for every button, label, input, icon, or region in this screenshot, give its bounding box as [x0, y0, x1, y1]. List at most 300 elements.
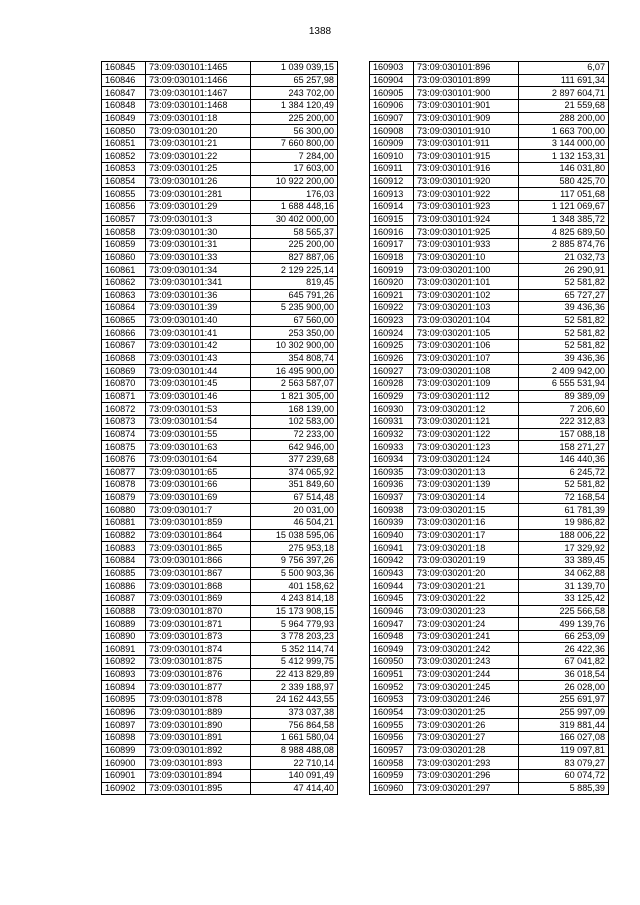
cadastral-value-cell: 5 352 114,74 — [251, 643, 338, 656]
table-row — [102, 87, 338, 100]
row-number-cell: 160895 — [102, 694, 146, 707]
row-number-cell: 160854 — [102, 175, 146, 188]
row-number-cell: 160885 — [102, 567, 146, 580]
cadastral-number-cell: 73:09:030101:868 — [146, 580, 251, 593]
register-table-left-body — [102, 62, 338, 795]
cadastral-number-cell: 73:09:030101:1465 — [146, 62, 251, 75]
cadastral-value-cell: 1 039 039,15 — [251, 62, 338, 75]
row-number-cell: 160868 — [102, 352, 146, 365]
cadastral-number-cell: 73:09:030101:890 — [146, 719, 251, 732]
row-number-cell: 160937 — [370, 491, 414, 504]
table-row — [370, 378, 609, 391]
cadastral-value-cell: 7 206,60 — [519, 403, 609, 416]
cadastral-number-cell: 73:09:030101:893 — [146, 757, 251, 770]
cadastral-number-cell: 73:09:030101:933 — [414, 238, 519, 251]
cadastral-value-cell: 4 243 814,18 — [251, 592, 338, 605]
cadastral-number-cell: 73:09:030201:297 — [414, 782, 519, 795]
cadastral-number-cell: 73:09:030101:25 — [146, 163, 251, 176]
cadastral-number-cell: 73:09:030101:859 — [146, 517, 251, 530]
cadastral-value-cell: 642 946,00 — [251, 441, 338, 454]
row-number-cell: 160954 — [370, 706, 414, 719]
row-number-cell: 160936 — [370, 479, 414, 492]
table-row — [370, 390, 609, 403]
row-number-cell: 160912 — [370, 175, 414, 188]
row-number-cell: 160846 — [102, 74, 146, 87]
row-number-cell: 160894 — [102, 681, 146, 694]
cadastral-number-cell: 73:09:030101:865 — [146, 542, 251, 555]
cadastral-number-cell: 73:09:030201:112 — [414, 390, 519, 403]
cadastral-number-cell: 73:09:030101:895 — [146, 782, 251, 795]
table-row — [370, 656, 609, 669]
cadastral-number-cell: 73:09:030201:26 — [414, 719, 519, 732]
cadastral-number-cell: 73:09:030101:889 — [146, 706, 251, 719]
cadastral-number-cell: 73:09:030101:42 — [146, 340, 251, 353]
table-row — [102, 517, 338, 530]
cadastral-number-cell: 73:09:030101:65 — [146, 466, 251, 479]
cadastral-value-cell: 166 027,08 — [519, 731, 609, 744]
row-number-cell: 160940 — [370, 529, 414, 542]
table-row — [102, 175, 338, 188]
cadastral-number-cell: 73:09:030101:874 — [146, 643, 251, 656]
table-row — [370, 201, 609, 214]
table-row — [102, 769, 338, 782]
table-row — [102, 302, 338, 315]
cadastral-value-cell: 26 290,91 — [519, 264, 609, 277]
row-number-cell: 160944 — [370, 580, 414, 593]
row-number-cell: 160956 — [370, 731, 414, 744]
cadastral-number-cell: 73:09:030101:910 — [414, 125, 519, 138]
cadastral-value-cell: 7 284,00 — [251, 150, 338, 163]
table-row — [102, 365, 338, 378]
cadastral-value-cell: 253 350,00 — [251, 327, 338, 340]
cadastral-value-cell: 255 997,09 — [519, 706, 609, 719]
cadastral-number-cell: 73:09:030201:109 — [414, 378, 519, 391]
row-number-cell: 160871 — [102, 390, 146, 403]
row-number-cell: 160877 — [102, 466, 146, 479]
cadastral-number-cell: 73:09:030201:24 — [414, 618, 519, 631]
cadastral-number-cell: 73:09:030101:40 — [146, 314, 251, 327]
cadastral-value-cell: 102 583,00 — [251, 415, 338, 428]
row-number-cell: 160852 — [102, 150, 146, 163]
table-row — [102, 289, 338, 302]
row-number-cell: 160952 — [370, 681, 414, 694]
cadastral-value-cell: 83 079,27 — [519, 757, 609, 770]
table-row — [370, 681, 609, 694]
row-number-cell: 160857 — [102, 213, 146, 226]
table-row — [102, 74, 338, 87]
cadastral-number-cell: 73:09:030101:63 — [146, 441, 251, 454]
row-number-cell: 160865 — [102, 314, 146, 327]
table-row — [370, 580, 609, 593]
cadastral-number-cell: 73:09:030101:901 — [414, 99, 519, 112]
row-number-cell: 160898 — [102, 731, 146, 744]
table-row — [370, 618, 609, 631]
table-row — [370, 188, 609, 201]
row-number-cell: 160855 — [102, 188, 146, 201]
row-number-cell: 160959 — [370, 769, 414, 782]
cadastral-number-cell: 73:09:030101:920 — [414, 175, 519, 188]
table-row — [102, 403, 338, 416]
table-row — [102, 605, 338, 618]
table-row — [370, 74, 609, 87]
cadastral-number-cell: 73:09:030101:43 — [146, 352, 251, 365]
row-number-cell: 160859 — [102, 238, 146, 251]
table-row — [102, 744, 338, 757]
table-row — [102, 529, 338, 542]
cadastral-value-cell: 30 402 000,00 — [251, 213, 338, 226]
cadastral-number-cell: 73:09:030101:915 — [414, 150, 519, 163]
row-number-cell: 160932 — [370, 428, 414, 441]
register-table-right-body — [370, 62, 609, 795]
cadastral-value-cell: 188 006,22 — [519, 529, 609, 542]
table-row — [102, 428, 338, 441]
table-row — [370, 744, 609, 757]
cadastral-number-cell: 73:09:030201:102 — [414, 289, 519, 302]
row-number-cell: 160905 — [370, 87, 414, 100]
table-row — [102, 731, 338, 744]
cadastral-value-cell: 146 440,36 — [519, 453, 609, 466]
cadastral-number-cell: 73:09:030101:877 — [146, 681, 251, 694]
cadastral-number-cell: 73:09:030101:909 — [414, 112, 519, 125]
cadastral-number-cell: 73:09:030201:105 — [414, 327, 519, 340]
cadastral-number-cell: 73:09:030201:241 — [414, 630, 519, 643]
cadastral-value-cell: 36 018,54 — [519, 668, 609, 681]
cadastral-number-cell: 73:09:030201:103 — [414, 302, 519, 315]
table-row — [370, 327, 609, 340]
cadastral-number-cell: 73:09:030201:15 — [414, 504, 519, 517]
cadastral-value-cell: 52 581,82 — [519, 479, 609, 492]
table-row — [102, 630, 338, 643]
cadastral-value-cell: 401 158,62 — [251, 580, 338, 593]
table-row — [370, 706, 609, 719]
table-row — [102, 656, 338, 669]
row-number-cell: 160941 — [370, 542, 414, 555]
row-number-cell: 160892 — [102, 656, 146, 669]
cadastral-value-cell: 67 041,82 — [519, 656, 609, 669]
cadastral-number-cell: 73:09:030201:20 — [414, 567, 519, 580]
row-number-cell: 160921 — [370, 289, 414, 302]
cadastral-number-cell: 73:09:030201:123 — [414, 441, 519, 454]
row-number-cell: 160848 — [102, 99, 146, 112]
cadastral-value-cell: 39 436,36 — [519, 302, 609, 315]
table-row — [102, 618, 338, 631]
table-row — [102, 415, 338, 428]
cadastral-number-cell: 73:09:030201:104 — [414, 314, 519, 327]
table-row — [102, 453, 338, 466]
cadastral-number-cell: 73:09:030101:45 — [146, 378, 251, 391]
cadastral-value-cell: 288 200,00 — [519, 112, 609, 125]
cadastral-value-cell: 111 691,34 — [519, 74, 609, 87]
table-row — [370, 314, 609, 327]
row-number-cell: 160902 — [102, 782, 146, 795]
table-row — [370, 453, 609, 466]
cadastral-number-cell: 73:09:030101:36 — [146, 289, 251, 302]
table-row — [370, 340, 609, 353]
cadastral-value-cell: 2 897 604,71 — [519, 87, 609, 100]
cadastral-number-cell: 73:09:030201:245 — [414, 681, 519, 694]
cadastral-number-cell: 73:09:030201:22 — [414, 592, 519, 605]
row-number-cell: 160916 — [370, 226, 414, 239]
table-row — [370, 757, 609, 770]
table-row — [102, 757, 338, 770]
cadastral-number-cell: 73:09:030201:100 — [414, 264, 519, 277]
cadastral-number-cell: 73:09:030101:867 — [146, 567, 251, 580]
cadastral-number-cell: 73:09:030101:22 — [146, 150, 251, 163]
cadastral-value-cell: 1 384 120,49 — [251, 99, 338, 112]
cadastral-value-cell: 39 436,36 — [519, 352, 609, 365]
row-number-cell: 160849 — [102, 112, 146, 125]
table-row — [102, 264, 338, 277]
table-row — [370, 365, 609, 378]
table-row — [370, 112, 609, 125]
cadastral-number-cell: 73:09:030101:923 — [414, 201, 519, 214]
row-number-cell: 160923 — [370, 314, 414, 327]
table-row — [102, 643, 338, 656]
row-number-cell: 160867 — [102, 340, 146, 353]
row-number-cell: 160931 — [370, 415, 414, 428]
table-row — [102, 340, 338, 353]
cadastral-value-cell: 72 233,00 — [251, 428, 338, 441]
register-table-right — [369, 61, 609, 795]
table-row — [370, 62, 609, 75]
cadastral-number-cell: 73:09:030201:16 — [414, 517, 519, 530]
row-number-cell: 160878 — [102, 479, 146, 492]
table-row — [102, 99, 338, 112]
table-row — [102, 352, 338, 365]
cadastral-value-cell: 1 121 069,67 — [519, 201, 609, 214]
row-number-cell: 160876 — [102, 453, 146, 466]
cadastral-value-cell: 52 581,82 — [519, 327, 609, 340]
table-row — [370, 782, 609, 795]
table-row — [102, 542, 338, 555]
cadastral-number-cell: 73:09:030201:243 — [414, 656, 519, 669]
table-row — [102, 567, 338, 580]
row-number-cell: 160903 — [370, 62, 414, 75]
table-row — [370, 264, 609, 277]
table-row — [102, 466, 338, 479]
cadastral-number-cell: 73:09:030101:26 — [146, 175, 251, 188]
cadastral-value-cell: 1 132 153,31 — [519, 150, 609, 163]
cadastral-value-cell: 5 885,39 — [519, 782, 609, 795]
row-number-cell: 160896 — [102, 706, 146, 719]
cadastral-value-cell: 46 504,21 — [251, 517, 338, 530]
row-number-cell: 160922 — [370, 302, 414, 315]
row-number-cell: 160943 — [370, 567, 414, 580]
cadastral-number-cell: 73:09:030201:18 — [414, 542, 519, 555]
row-number-cell: 160909 — [370, 137, 414, 150]
cadastral-value-cell: 22 413 829,89 — [251, 668, 338, 681]
cadastral-number-cell: 73:09:030201:17 — [414, 529, 519, 542]
cadastral-value-cell: 17 603,00 — [251, 163, 338, 176]
cadastral-number-cell: 73:09:030101:46 — [146, 390, 251, 403]
cadastral-number-cell: 73:09:030101:900 — [414, 87, 519, 100]
cadastral-number-cell: 73:09:030101:29 — [146, 201, 251, 214]
row-number-cell: 160935 — [370, 466, 414, 479]
cadastral-value-cell: 2 339 188,97 — [251, 681, 338, 694]
table-row — [102, 213, 338, 226]
cadastral-value-cell: 65 257,98 — [251, 74, 338, 87]
cadastral-value-cell: 24 162 443,55 — [251, 694, 338, 707]
cadastral-value-cell: 47 414,40 — [251, 782, 338, 795]
cadastral-number-cell: 73:09:030201:101 — [414, 276, 519, 289]
cadastral-number-cell: 73:09:030201:121 — [414, 415, 519, 428]
cadastral-value-cell: 255 691,97 — [519, 694, 609, 707]
row-number-cell: 160960 — [370, 782, 414, 795]
row-number-cell: 160957 — [370, 744, 414, 757]
row-number-cell: 160929 — [370, 390, 414, 403]
cadastral-number-cell: 73:09:030201:28 — [414, 744, 519, 757]
row-number-cell: 160927 — [370, 365, 414, 378]
cadastral-number-cell: 73:09:030201:139 — [414, 479, 519, 492]
table-row — [370, 441, 609, 454]
table-row — [102, 668, 338, 681]
cadastral-value-cell: 1 663 700,00 — [519, 125, 609, 138]
row-number-cell: 160866 — [102, 327, 146, 340]
cadastral-number-cell: 73:09:030101:924 — [414, 213, 519, 226]
row-number-cell: 160893 — [102, 668, 146, 681]
cadastral-number-cell: 73:09:030201:13 — [414, 466, 519, 479]
table-row — [370, 567, 609, 580]
table-row — [102, 62, 338, 75]
cadastral-value-cell: 52 581,82 — [519, 276, 609, 289]
cadastral-number-cell: 73:09:030101:873 — [146, 630, 251, 643]
cadastral-value-cell: 33 125,42 — [519, 592, 609, 605]
cadastral-value-cell: 3 778 203,23 — [251, 630, 338, 643]
cadastral-value-cell: 1 348 385,72 — [519, 213, 609, 226]
cadastral-value-cell: 2 885 874,76 — [519, 238, 609, 251]
cadastral-value-cell: 222 312,83 — [519, 415, 609, 428]
cadastral-value-cell: 243 702,00 — [251, 87, 338, 100]
cadastral-number-cell: 73:09:030101:1467 — [146, 87, 251, 100]
row-number-cell: 160856 — [102, 201, 146, 214]
row-number-cell: 160874 — [102, 428, 146, 441]
cadastral-number-cell: 73:09:030101:876 — [146, 668, 251, 681]
table-row — [370, 415, 609, 428]
table-row — [102, 238, 338, 251]
row-number-cell: 160897 — [102, 719, 146, 732]
cadastral-value-cell: 1 821 305,00 — [251, 390, 338, 403]
cadastral-number-cell: 73:09:030201:122 — [414, 428, 519, 441]
row-number-cell: 160926 — [370, 352, 414, 365]
cadastral-value-cell: 2 409 942,00 — [519, 365, 609, 378]
cadastral-number-cell: 73:09:030101:1468 — [146, 99, 251, 112]
page-number: 1388 — [308, 26, 332, 37]
row-number-cell: 160864 — [102, 302, 146, 315]
table-row — [102, 491, 338, 504]
cadastral-number-cell: 73:09:030101:30 — [146, 226, 251, 239]
table-row — [370, 504, 609, 517]
cadastral-number-cell: 73:09:030201:108 — [414, 365, 519, 378]
table-row — [102, 592, 338, 605]
table-row — [370, 175, 609, 188]
cadastral-value-cell: 5 412 999,75 — [251, 656, 338, 669]
cadastral-number-cell: 73:09:030201:296 — [414, 769, 519, 782]
table-row — [370, 731, 609, 744]
table-row — [102, 390, 338, 403]
table-row — [370, 517, 609, 530]
cadastral-value-cell: 158 271,27 — [519, 441, 609, 454]
table-row — [102, 150, 338, 163]
cadastral-number-cell: 73:09:030101:892 — [146, 744, 251, 757]
table-row — [370, 276, 609, 289]
cadastral-number-cell: 73:09:030201:293 — [414, 757, 519, 770]
table-row — [102, 276, 338, 289]
table-row — [370, 630, 609, 643]
cadastral-value-cell: 21 559,68 — [519, 99, 609, 112]
row-number-cell: 160925 — [370, 340, 414, 353]
row-number-cell: 160919 — [370, 264, 414, 277]
cadastral-value-cell: 15 173 908,15 — [251, 605, 338, 618]
table-row — [102, 251, 338, 264]
cadastral-value-cell: 319 881,44 — [519, 719, 609, 732]
cadastral-number-cell: 73:09:030101:66 — [146, 479, 251, 492]
cadastral-value-cell: 16 495 900,00 — [251, 365, 338, 378]
table-row — [370, 137, 609, 150]
row-number-cell: 160853 — [102, 163, 146, 176]
cadastral-number-cell: 73:09:030201:107 — [414, 352, 519, 365]
row-number-cell: 160949 — [370, 643, 414, 656]
row-number-cell: 160879 — [102, 491, 146, 504]
row-number-cell: 160890 — [102, 630, 146, 643]
row-number-cell: 160873 — [102, 415, 146, 428]
row-number-cell: 160928 — [370, 378, 414, 391]
table-row — [370, 87, 609, 100]
row-number-cell: 160875 — [102, 441, 146, 454]
row-number-cell: 160951 — [370, 668, 414, 681]
table-row — [102, 314, 338, 327]
cadastral-value-cell: 19 986,82 — [519, 517, 609, 530]
cadastral-number-cell: 73:09:030201:19 — [414, 554, 519, 567]
row-number-cell: 160906 — [370, 99, 414, 112]
row-number-cell: 160861 — [102, 264, 146, 277]
table-row — [370, 479, 609, 492]
cadastral-value-cell: 89 389,09 — [519, 390, 609, 403]
row-number-cell: 160907 — [370, 112, 414, 125]
cadastral-number-cell: 73:09:030101:44 — [146, 365, 251, 378]
cadastral-value-cell: 225 200,00 — [251, 238, 338, 251]
row-number-cell: 160911 — [370, 163, 414, 176]
cadastral-number-cell: 73:09:030101:871 — [146, 618, 251, 631]
row-number-cell: 160882 — [102, 529, 146, 542]
row-number-cell: 160958 — [370, 757, 414, 770]
row-number-cell: 160947 — [370, 618, 414, 631]
table-row — [102, 782, 338, 795]
cadastral-value-cell: 225 200,00 — [251, 112, 338, 125]
table-row — [370, 605, 609, 618]
cadastral-number-cell: 73:09:030201:14 — [414, 491, 519, 504]
cadastral-value-cell: 819,45 — [251, 276, 338, 289]
table-row — [102, 719, 338, 732]
cadastral-value-cell: 645 791,26 — [251, 289, 338, 302]
cadastral-number-cell: 73:09:030101:7 — [146, 504, 251, 517]
row-number-cell: 160938 — [370, 504, 414, 517]
table-row — [102, 327, 338, 340]
table-row — [370, 529, 609, 542]
row-number-cell: 160872 — [102, 403, 146, 416]
cadastral-number-cell: 73:09:030101:64 — [146, 453, 251, 466]
table-row — [370, 352, 609, 365]
row-number-cell: 160924 — [370, 327, 414, 340]
cadastral-value-cell: 22 710,14 — [251, 757, 338, 770]
cadastral-number-cell: 73:09:030101:878 — [146, 694, 251, 707]
table-row — [102, 163, 338, 176]
row-number-cell: 160939 — [370, 517, 414, 530]
cadastral-value-cell: 9 756 397,26 — [251, 554, 338, 567]
cadastral-number-cell: 73:09:030101:3 — [146, 213, 251, 226]
row-number-cell: 160900 — [102, 757, 146, 770]
table-row — [102, 112, 338, 125]
cadastral-number-cell: 73:09:030101:896 — [414, 62, 519, 75]
